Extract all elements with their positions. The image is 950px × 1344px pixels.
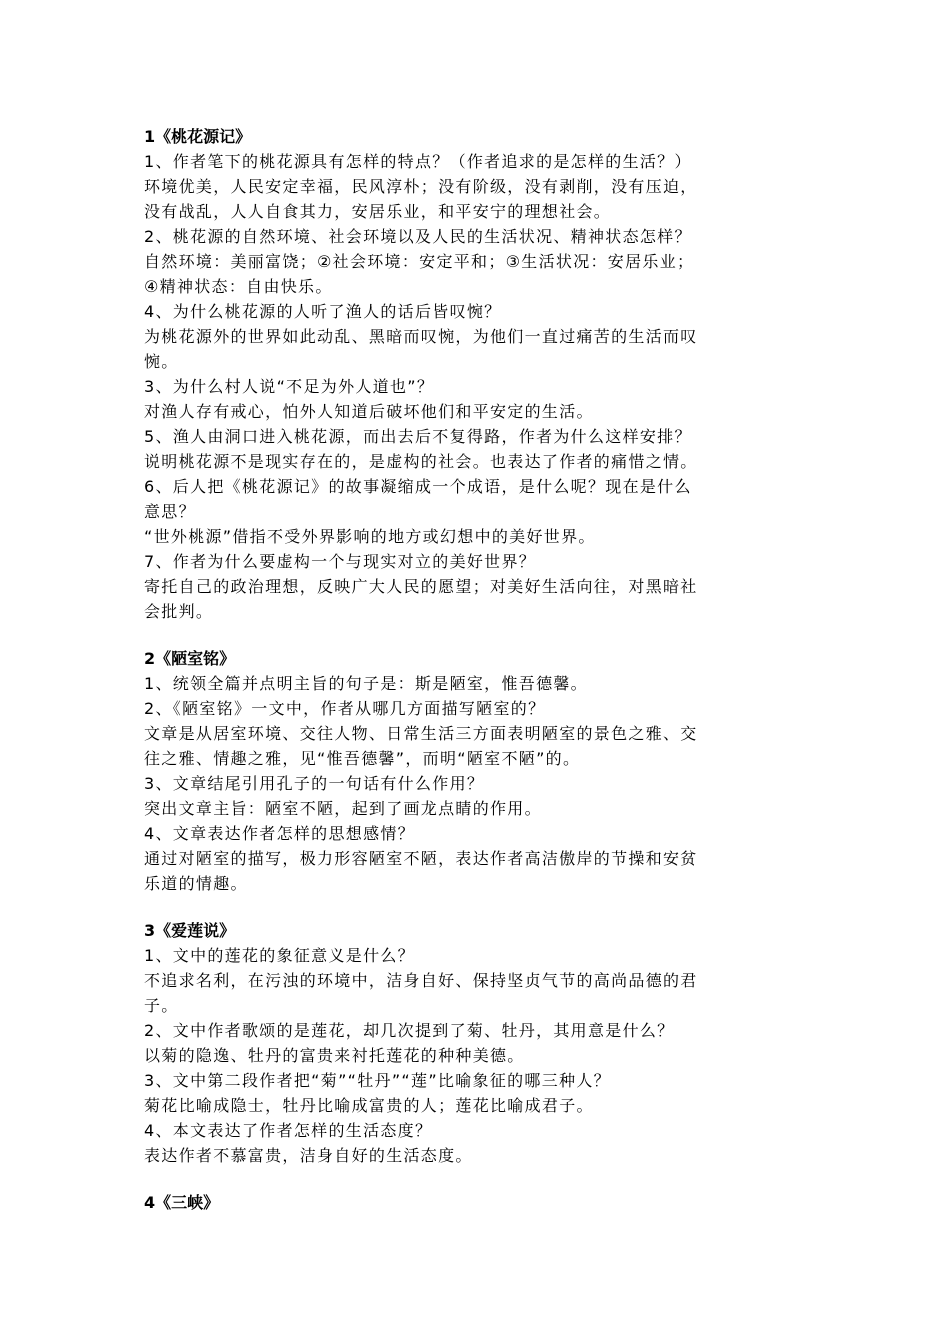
section-title: 4《三峡》	[144, 1193, 220, 1212]
section-title: 1《桃花源记》	[144, 127, 252, 146]
text-line: 意思？	[144, 502, 196, 521]
text-line: 4、本文表达了作者怎样的生活态度？	[144, 1121, 433, 1140]
text-line: 3、文章结尾引用孔子的一句话有什么作用？	[144, 774, 485, 793]
text-line: 突出文章主旨：陋室不陋，起到了画龙点睛的作用。	[144, 799, 542, 818]
text-line: 通过对陋室的描写，极力形容陋室不陋，表达作者高洁傲岸的节操和安贫	[144, 849, 698, 868]
text-line: 3、为什么村人说“不足为外人道也”？	[144, 377, 435, 396]
text-line: 2、桃花源的自然环境、社会环境以及人民的生活状况、精神状态怎样？	[144, 227, 692, 246]
text-line: 文章是从居室环境、交往人物、日常生活三方面表明陋室的景色之雅、交	[144, 724, 698, 743]
text-line: 2、《陋室铭》一文中，作者从哪几方面描写陋室的？	[144, 699, 546, 718]
section	[144, 646, 814, 896]
text-line: 环境优美，人民安定幸福，民风淳朴；没有阶级，没有剥削，没有压迫，	[144, 177, 698, 196]
text-line: 7、作者为什么要虚构一个与现实对立的美好世界？	[144, 552, 537, 571]
text-line: 1、作者笔下的桃花源具有怎样的特点？（作者追求的是怎样的生活？）	[144, 152, 692, 171]
text-line: 2、文中作者歌颂的是莲花，却几次提到了菊、牡丹，其用意是什么？	[144, 1021, 675, 1040]
text-line: 菊花比喻成隐士，牡丹比喻成富贵的人；莲花比喻成君子。	[144, 1096, 594, 1115]
text-line: 1、统领全篇并点明主旨的句子是：斯是陋室，惟吾德馨。	[144, 674, 588, 693]
text-line: 5、渔人由洞口进入桃花源，而出去后不复得路，作者为什么这样安排？	[144, 427, 692, 446]
text-line: 6、后人把《桃花源记》的故事凝缩成一个成语，是什么呢？现在是什么	[144, 477, 692, 496]
text-line: 惋。	[144, 352, 179, 371]
text-line: 寄托自己的政治理想，反映广大人民的愿望；对美好生活向往，对黑暗社	[144, 577, 698, 596]
document-body	[144, 124, 814, 1237]
text-line: 会批判。	[144, 602, 214, 621]
text-line: 对渔人存有戒心，怕外人知道后破坏他们和平安定的生活。	[144, 402, 594, 421]
text-line: 子。	[144, 996, 179, 1015]
text-line: 说明桃花源不是现实存在的，是虚构的社会。也表达了作者的痛惜之情。	[144, 452, 698, 471]
text-line: “世外桃源”借指不受外界影响的地方或幻想中的美好世界。	[144, 527, 596, 546]
text-line: 以菊的隐逸、牡丹的富贵来衬托莲花的种种美德。	[144, 1046, 525, 1065]
text-line: 1、文中的莲花的象征意义是什么？	[144, 946, 415, 965]
section-title: 3《爱莲说》	[144, 921, 236, 940]
text-line: 为桃花源外的世界如此动乱、黑暗而叹惋，为他们一直过痛苦的生活而叹	[144, 327, 698, 346]
section-title: 2《陋室铭》	[144, 649, 236, 668]
text-line: 没有战乱，人人自食其力，安居乐业，和平安宁的理想社会。	[144, 202, 612, 221]
section	[144, 918, 814, 1168]
text-line: 4、文章表达作者怎样的思想感情？	[144, 824, 415, 843]
text-line: ④精神状态：自由快乐。	[144, 277, 333, 296]
text-line: 自然环境：美丽富饶；②社会环境：安定平和；③生活状况：安居乐业；	[144, 252, 695, 271]
text-line: 不追求名利，在污浊的环境中，洁身自好、保持坚贞气节的高尚品德的君	[144, 971, 698, 990]
section	[144, 1190, 814, 1215]
text-line: 表达作者不慕富贵，洁身自好的生活态度。	[144, 1146, 473, 1165]
section	[144, 124, 814, 624]
text-line: 4、为什么桃花源的人听了渔人的话后皆叹惋？	[144, 302, 502, 321]
text-line: 往之雅、情趣之雅，见“惟吾德馨”，而明“陋室不陋”的。	[144, 749, 581, 768]
text-line: 乐道的情趣。	[144, 874, 248, 893]
text-line: 3、文中第二段作者把“菊”“牡丹”“莲”比喻象征的哪三种人？	[144, 1071, 611, 1090]
